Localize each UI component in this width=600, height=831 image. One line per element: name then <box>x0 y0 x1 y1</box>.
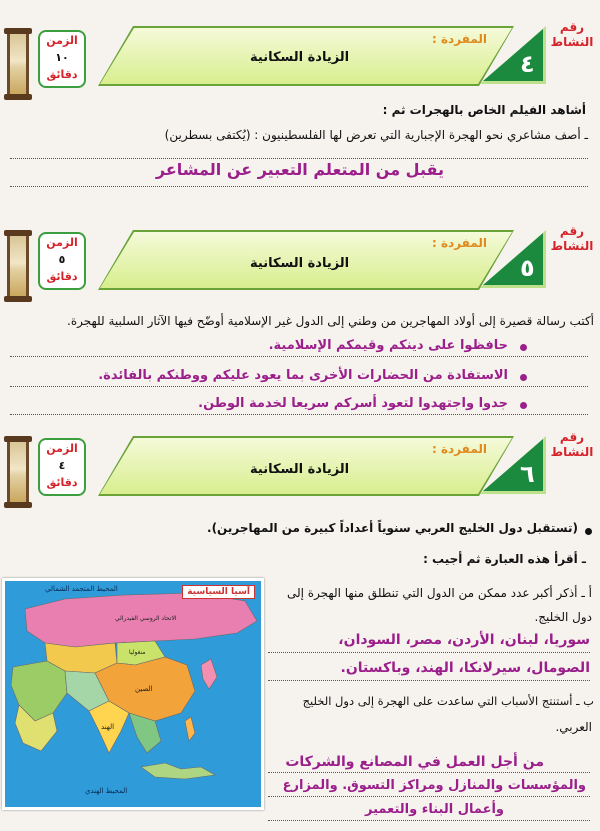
minutes-label: دقائق <box>46 476 78 489</box>
answer-b-line2: والمؤسسات والمنازل ومراكز التسوق. والمزارع <box>282 778 586 793</box>
bullet-text: الاستفادة من الحضارات الأخرى بما يعود عليكم ووطنكم بالفائدة. <box>98 368 508 383</box>
time-label: الزمن <box>46 34 78 47</box>
map-label: الهند <box>101 723 115 731</box>
answer-line <box>268 680 590 681</box>
map-label: الصين <box>135 685 153 693</box>
bullet-text: جدوا واجتهدوا لتعود أسركم سريعا لخدمة الوطن. <box>198 396 508 411</box>
answer-line <box>10 158 588 159</box>
bullet-dot <box>520 344 527 351</box>
activity-number: ٥ <box>520 254 535 282</box>
question-a: أ ـ أذكر أكبر عدد ممكن من الدول التي تنطلق منها الهجرة إلى <box>286 586 592 600</box>
bullet-dot <box>520 402 527 409</box>
bullet-text: حافظوا على دينكم وقيمكم الإسلامية. <box>268 338 508 353</box>
time-value: ٤ <box>58 459 66 472</box>
map-label: الاتحاد الروسي الفيدرالي <box>115 615 177 622</box>
question-b-cont: العربي. <box>555 720 592 734</box>
instruction: أكتب رسالة قصيرة إلى أولاد المهاجرين من وطني إلى الدول غير الإسلامية أوضّح فيها الآثار السلبية للهجرة. <box>67 314 594 328</box>
question-a-cont: دول الخليج. <box>534 610 592 624</box>
answer-line <box>268 652 590 653</box>
map-ocean-indian: المحيط الهندي <box>85 787 128 795</box>
topic-title: الزيادة السكانية <box>250 50 350 65</box>
answer-text: يقبل من المتعلم التعبير عن المشاعر <box>155 160 444 179</box>
answer-line <box>268 772 590 773</box>
activity-number: ٦ <box>520 460 535 488</box>
topic-title: الزيادة السكانية <box>250 256 350 271</box>
map-title: آسيا السياسية <box>182 585 255 599</box>
vocabulary-label: المفردة : <box>432 442 487 456</box>
hourglass-icon <box>4 230 32 302</box>
answer-line <box>268 820 590 821</box>
answer-line <box>10 386 588 387</box>
time-value: ٥ <box>58 253 66 266</box>
hourglass-icon <box>4 28 32 100</box>
statement: (تستقبل دول الخليج العربي سنوياً أعداداً كبيرة من المهاجرين). <box>207 521 578 535</box>
read-prompt: ـ أقرأ هذه العبارة ثم أجيب : <box>423 552 586 566</box>
hourglass-icon <box>4 436 32 508</box>
time-label: الزمن <box>46 236 78 249</box>
asia-political-map <box>2 578 264 810</box>
instruction: أشاهد الفيلم الخاص بالهجرات ثم : <box>382 103 586 117</box>
answer-line <box>268 796 590 797</box>
vocabulary-label: المفردة : <box>432 32 487 46</box>
activity-label: رقم النشاط <box>550 224 594 253</box>
answer-line <box>10 186 588 187</box>
question: ـ أصف مشاعري نحو الهجرة الإجبارية التي تعرض لها الفلسطينيون : (يُكتفى بسطرين) <box>164 128 588 142</box>
answer-line <box>10 356 588 357</box>
vocabulary-label: المفردة : <box>432 236 487 250</box>
time-box <box>38 232 86 290</box>
time-label: الزمن <box>46 442 78 455</box>
activity-label: رقم النشاط <box>550 20 594 49</box>
answer-line <box>10 414 588 415</box>
bullet-dot <box>520 374 527 381</box>
answer-a-line1: سوريا، لبنان، الأردن، مصر، السودان، <box>338 632 590 648</box>
topic-title: الزيادة السكانية <box>250 462 350 477</box>
answer-b-line1: من أجل العمل في المصانع والشركات <box>285 754 544 770</box>
answer-b-line3: وأعمال البناء والتعمير <box>365 802 504 817</box>
bullet-dot <box>585 528 592 535</box>
answer-a-line2: الصومال، سيرلانكا، الهند، وباكستان. <box>340 660 590 676</box>
time-box <box>38 438 86 496</box>
time-box <box>38 30 86 88</box>
time-value: ١٠ <box>55 51 69 64</box>
activity-label: رقم النشاط <box>550 430 594 459</box>
activity-number: ٤ <box>520 50 535 78</box>
map-ocean-north: المحيط المتجمد الشمالي <box>45 585 118 593</box>
question-b: ب ـ أستنتج الأسباب التي ساعدت على الهجرة إلى دول الخليج <box>302 694 594 708</box>
minutes-label: دقائق <box>46 68 78 81</box>
minutes-label: دقائق <box>46 270 78 283</box>
map-label: منغوليا <box>129 649 146 656</box>
